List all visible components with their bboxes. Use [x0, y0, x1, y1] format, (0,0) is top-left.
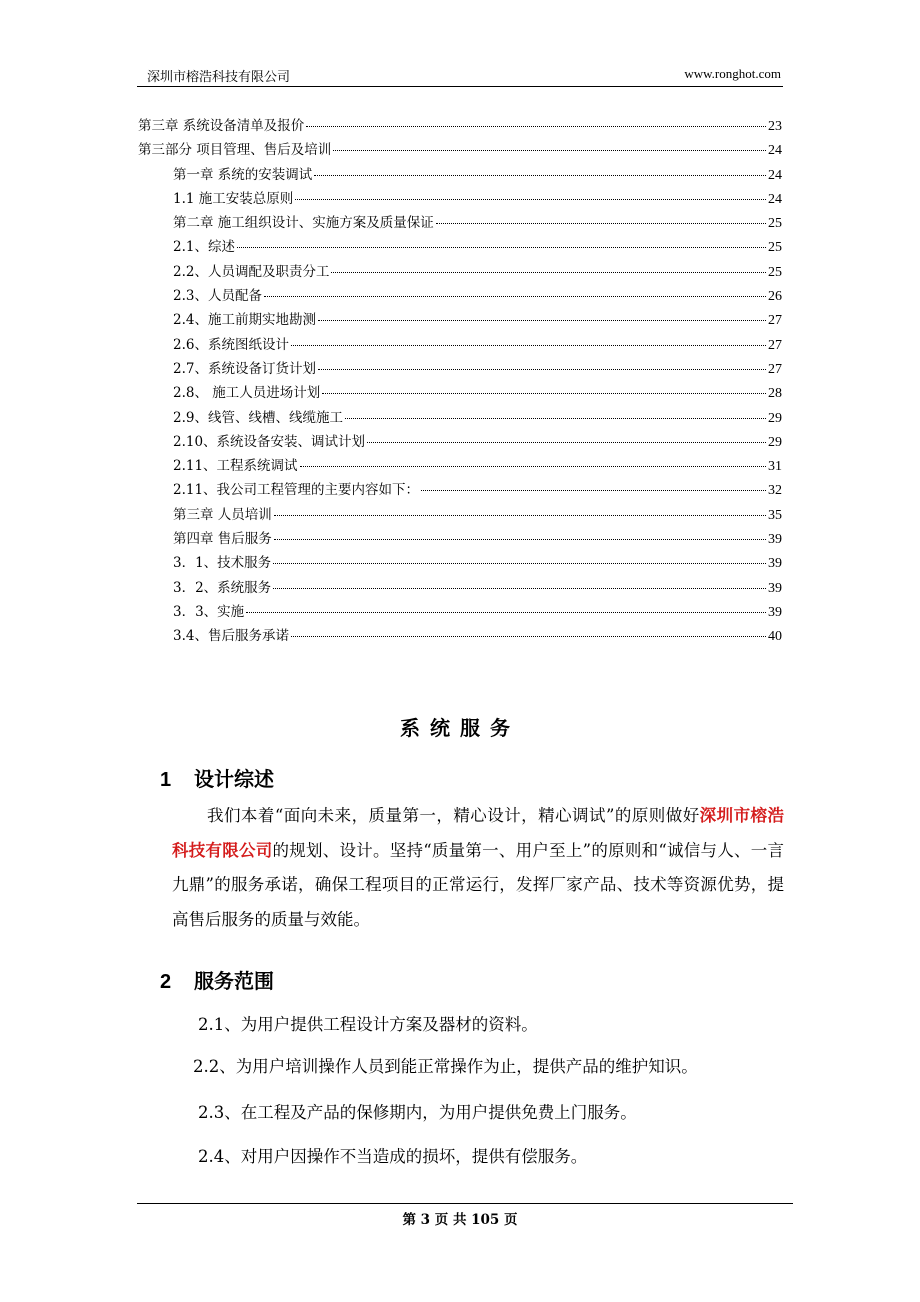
section-number: 1 — [160, 769, 172, 791]
toc-entry-page: 27 — [768, 361, 782, 377]
toc-entry[interactable] — [138, 260, 782, 284]
header-website: www.ronghot.com — [684, 66, 781, 81]
toc-entry-page: 25 — [768, 264, 782, 280]
toc-entry-label: 2.1、综述 — [173, 239, 235, 256]
table-of-contents — [138, 114, 782, 649]
toc-entry[interactable] — [138, 187, 782, 211]
page-header — [137, 64, 783, 87]
toc-entry-label: 第三章 系统设备清单及报价 — [138, 118, 305, 134]
toc-entry[interactable] — [138, 235, 782, 259]
toc-entry-page: 25 — [768, 216, 782, 232]
toc-entry-label: 第一章 系统的安装调试 — [173, 166, 313, 183]
toc-leader-dots — [274, 515, 766, 516]
toc-entry-page: 24 — [768, 191, 782, 207]
service-item: 2.3、在工程及产品的保修期内，为用户提供免费上门服务。 — [198, 1103, 637, 1122]
toc-leader-dots — [273, 563, 766, 564]
toc-leader-dots — [295, 199, 766, 200]
header-company: 深圳市榕浩科技有限公司 — [147, 70, 291, 85]
toc-leader-dots — [367, 442, 766, 443]
section-number: 2 — [160, 971, 172, 993]
toc-entry-page: 27 — [768, 337, 782, 353]
toc-leader-dots — [345, 418, 766, 419]
toc-entry-page: 35 — [768, 507, 782, 523]
toc-leader-dots — [300, 466, 766, 467]
toc-leader-dots — [273, 588, 766, 589]
toc-entry-label: 2.9、线管、线槽、线缆施工 — [173, 409, 343, 426]
toc-entry[interactable] — [138, 381, 782, 405]
toc-leader-dots — [314, 175, 766, 176]
toc-entry-label: 第三部分 项目管理、售后及培训 — [138, 142, 332, 159]
toc-entry-page: 32 — [768, 483, 782, 499]
service-item: 2.2、为用户培训操作人员到能正常操作为止，提供产品的维护知识。 — [193, 1057, 698, 1076]
toc-entry-page: 39 — [768, 580, 782, 596]
toc-entry-label: 3．2、系统服务 — [173, 579, 272, 596]
toc-entry-page: 23 — [768, 119, 782, 134]
section-heading-1 — [160, 763, 274, 792]
toc-entry[interactable] — [138, 551, 782, 575]
toc-leader-dots — [436, 223, 766, 224]
toc-entry[interactable] — [138, 308, 782, 332]
toc-entry[interactable] — [138, 163, 782, 187]
toc-entry[interactable] — [138, 430, 782, 454]
toc-entry-label: 3．3、实施 — [173, 603, 245, 620]
toc-entry[interactable] — [138, 454, 782, 478]
document-title: 系统服务 — [400, 716, 520, 740]
footer-divider — [137, 1203, 793, 1204]
toc-entry-label: 2.7、系统设备订货计划 — [173, 360, 316, 377]
company-name-highlight: 深圳市榕浩科技有限公司 — [172, 806, 785, 860]
service-item: 2.4、对用户因操作不当造成的损坏，提供有偿服务。 — [198, 1147, 588, 1166]
toc-entry-page: 24 — [768, 143, 782, 159]
toc-entry[interactable] — [138, 576, 782, 600]
toc-entry[interactable] — [138, 503, 782, 527]
toc-entry-label: 第二章 施工组织设计、实施方案及质量保证 — [173, 215, 434, 232]
toc-entry[interactable] — [138, 211, 782, 235]
toc-entry-label: 2.11、我公司工程管理的主要内容如下： — [173, 482, 420, 499]
service-item: 2.1、为用户提供工程设计方案及器材的资料。 — [198, 1015, 538, 1034]
toc-entry-label: 2.6、系统图纸设计 — [173, 336, 289, 353]
toc-leader-dots — [322, 393, 766, 394]
toc-leader-dots — [291, 345, 766, 346]
section-title: 设计综述 — [194, 767, 274, 791]
toc-leader-dots — [274, 539, 766, 540]
toc-entry-label: 第四章 售后服务 — [173, 531, 272, 548]
section-heading-2 — [160, 965, 274, 994]
toc-entry-label: 3．1、技术服务 — [173, 555, 272, 572]
toc-entry-page: 40 — [768, 629, 782, 645]
toc-entry-label: 2.11、工程系统调试 — [173, 458, 298, 475]
toc-entry-label: 1.1 施工安装总原则 — [173, 190, 294, 207]
toc-entry-page: 39 — [768, 604, 782, 620]
toc-entry[interactable] — [138, 600, 782, 624]
toc-entry[interactable] — [138, 114, 782, 138]
paragraph-text: 的规划、设计。坚持“质量第一、用户至上”的原则和“诚信与人、一言九鼎”的服务承诺，确保工程项目的正常运行，发挥厂家产品、技术等资源优势，提高售后服务的质量与效能。 — [172, 840, 785, 929]
toc-entry[interactable] — [138, 624, 782, 648]
toc-entry-label: 2.8、 施工人员进场计划 — [173, 385, 321, 402]
toc-entry[interactable] — [138, 406, 782, 430]
page-footer: 第 3 页 共 105 页 — [402, 1212, 518, 1228]
toc-leader-dots — [246, 612, 766, 613]
toc-entry-label: 2.3、人员配备 — [173, 288, 262, 305]
toc-entry[interactable] — [138, 357, 782, 381]
toc-entry-page: 31 — [768, 459, 782, 475]
toc-entry-label: 3.4、售后服务承诺 — [173, 628, 289, 645]
toc-entry-label: 2.4、施工前期实地勘测 — [173, 312, 316, 329]
toc-entry-label: 第三章 人员培训 — [173, 506, 272, 523]
toc-entry-page: 28 — [768, 386, 782, 402]
section-title: 服务范围 — [194, 969, 274, 993]
toc-leader-dots — [306, 126, 766, 127]
toc-leader-dots — [264, 296, 766, 297]
toc-leader-dots — [291, 636, 766, 637]
toc-entry-page: 39 — [768, 532, 782, 548]
toc-leader-dots — [333, 150, 766, 151]
toc-entry-page: 27 — [768, 313, 782, 329]
toc-leader-dots — [237, 247, 766, 248]
toc-leader-dots — [318, 320, 766, 321]
toc-leader-dots — [421, 490, 766, 491]
toc-leader-dots — [331, 272, 766, 273]
paragraph-text: 我们本着“面向未来，质量第一，精心设计，精心调试”的原则做好 — [207, 806, 700, 825]
toc-entry-label: 2.2、人员调配及职责分工 — [173, 263, 330, 280]
section-1-paragraph — [172, 799, 784, 937]
toc-entry[interactable] — [138, 284, 782, 308]
toc-entry-page: 26 — [768, 289, 782, 305]
toc-entry-page: 24 — [768, 167, 782, 183]
toc-entry[interactable] — [138, 333, 782, 357]
toc-entry[interactable] — [138, 527, 782, 551]
toc-entry-label: 2.10、系统设备安装、调试计划 — [173, 433, 366, 450]
toc-entry-page: 39 — [768, 556, 782, 572]
toc-entry-page: 29 — [768, 434, 782, 450]
toc-entry[interactable] — [138, 478, 782, 502]
toc-entry-page: 25 — [768, 240, 782, 256]
toc-entry-page: 29 — [768, 410, 782, 426]
toc-leader-dots — [318, 369, 766, 370]
toc-entry[interactable] — [138, 138, 782, 162]
